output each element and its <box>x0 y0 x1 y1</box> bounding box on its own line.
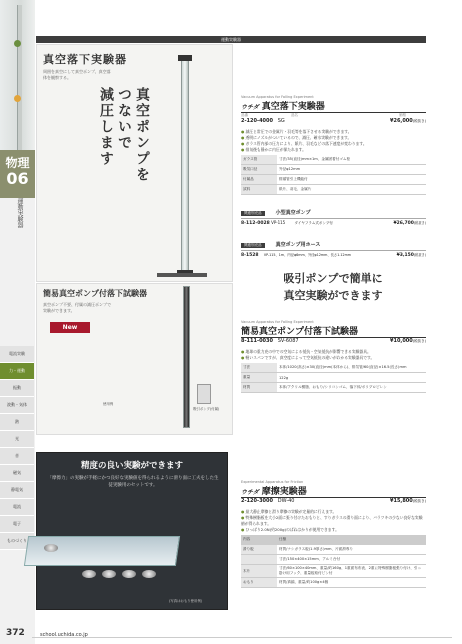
option-tax: (税抜き) <box>413 221 426 225</box>
hero1-subtitle: 周囲を真空にして真空ポンプ、真空落体を観察する。 <box>43 69 111 80</box>
nav-item[interactable]: 電流実験 <box>0 346 34 363</box>
spec-header: 仕様 <box>277 535 426 545</box>
nav-item[interactable]: 波動・気体 <box>0 397 34 414</box>
weight-image <box>122 570 136 578</box>
spec-value: 寸法/60×100×40mm、重量/約160g、1重面布布表、2重に特殊樹脂板張り付け、引っ掛け用フック、重量板取付ピン付 <box>277 565 426 578</box>
hero3-body: 「摩擦力」の実験が手軽にかつ良好な実験値を得られるように滑り面に工夫をした生徒実験用のセットです。 <box>47 476 219 488</box>
spec-key: おもり <box>241 578 277 588</box>
hero1-vertical-copy <box>97 87 151 227</box>
feature: ● 軽いスパンですが、真空度によって空気抵抗の違いがわかる実験器具です。 <box>241 355 426 361</box>
spec-value: 寸法/150×400×15mm、アルミ台付 <box>277 555 426 565</box>
option-spec: ダイヤフラム式ポンプ付 <box>294 221 333 225</box>
option-name: 小型真空ポンプ <box>275 210 311 216</box>
caption-usage: 使用例 <box>103 402 114 406</box>
product2-code-row <box>241 338 426 347</box>
spec-header: 内容 <box>241 535 277 545</box>
site-url[interactable]: school.uchida.co.jp <box>40 632 88 638</box>
spec-value: 本体/1020(高さ)×30(直径)mm(本体から)、排気管/60(直径)×16.5(長さ)mm <box>277 363 426 373</box>
brand-logo: ウチダ <box>241 104 259 111</box>
spec-key: ガラス管 <box>241 155 277 165</box>
product-friction <box>241 480 426 588</box>
feature: ● 地球の重力充の中での空気による抵抗・空気抵抗が影響できる実験器具。 <box>241 349 426 355</box>
feature: ● 減圧と常圧での金属片・羽毛等を落下させる実験ができます。 <box>241 129 426 135</box>
hero3-caption: (写真はおもり使用例) <box>169 599 203 603</box>
col-price: 価格 <box>399 113 406 117</box>
nav-item[interactable]: 電流 <box>0 499 34 516</box>
page-number: 372 <box>6 628 25 638</box>
nav-item[interactable]: 光 <box>0 431 34 448</box>
option-tag: 関連別売品 <box>241 211 265 216</box>
header-bar: 運動実験器 <box>36 36 426 43</box>
product3-features <box>241 509 426 533</box>
nav-item[interactable]: 音 <box>0 448 34 465</box>
spec-value: 材質/ナシガラス板(1.9厚さ)mm、片面滑専り <box>277 545 426 555</box>
option-tag: 関連別売品 <box>241 243 265 248</box>
product2-price: ¥10,000 <box>389 338 413 344</box>
weight-image <box>82 570 96 578</box>
acrylic-tube-image <box>183 286 190 428</box>
option-spec: VP-115、1m、内径φ6mm、外径φ12mm、長さ1.12mm <box>263 253 351 257</box>
spec-value: 紙片、羽毛、金属片 <box>277 185 426 195</box>
option-code: 8-1528 <box>241 253 259 258</box>
section-label: 運動実験器 <box>16 198 23 228</box>
nav-item[interactable]: 静電気 <box>0 482 34 499</box>
pump-image <box>197 384 211 404</box>
option-price: ¥3,150 <box>396 253 414 258</box>
product-vacuum-fall <box>241 95 426 259</box>
weight-image <box>102 570 116 578</box>
col-code: 品番 <box>241 113 248 117</box>
product3-name: 摩擦実験器 <box>261 487 307 497</box>
spec-key: 木片 <box>241 565 277 578</box>
hero2-title: 簡易真空ポンプ付落下試験器 <box>43 289 147 298</box>
option-tax: (税抜き) <box>413 253 426 257</box>
product3-spec-table <box>241 535 426 588</box>
rail-photo <box>0 0 35 160</box>
spec-value: 排頭管引上機能付 <box>277 175 426 185</box>
product1-name: 真空落下実験器 <box>261 102 325 112</box>
caption-pump: 吸引ポンプ(付属) <box>193 407 220 411</box>
spec-value: 外径φ12mm <box>277 165 426 175</box>
feature: ● ガラス管内部の圧力により、紙片、羽毛などの落下速度が変わります。 <box>241 141 426 147</box>
spec-value: 本体/アクリル樹脂、おもり/シリコンゴム、落下体/ポリプロピレン <box>277 383 426 393</box>
chapter-word: 物理 <box>5 156 30 170</box>
product2-model: SV-6087 <box>277 338 299 344</box>
product1-price: ¥26,000 <box>389 118 413 124</box>
spec-key: 寸法 <box>241 363 277 373</box>
hero2-subtitle: 真空ポンプ不要、付属の減圧ポンプで実験ができます。 <box>43 302 112 313</box>
hero3-title: 精度の良い実験ができます <box>80 461 183 471</box>
brand-logo: ウチダ <box>241 489 259 496</box>
product-simple-vacuum <box>241 320 426 393</box>
product1-title <box>241 99 426 112</box>
product1-code-row <box>241 118 426 127</box>
option-row <box>241 250 426 259</box>
product3-tax: (税抜き) <box>412 499 426 503</box>
option-price: ¥26,700 <box>393 221 414 226</box>
spec-key: 重量 <box>241 373 277 383</box>
product2-code: 8-111-0030 <box>241 338 273 344</box>
option-row <box>241 218 426 227</box>
product1-tax: (税抜き) <box>412 119 426 123</box>
chapter-tag <box>0 150 35 198</box>
product2-tax: (税抜き) <box>412 339 426 343</box>
spec-key: 付属品 <box>241 175 277 185</box>
product1-en: Vacuum Apparatus for Falling Experiment <box>241 95 314 99</box>
product2-spec-table <box>241 363 426 393</box>
option-model: VP-115 <box>271 220 286 225</box>
product2-en: Vacuum Apparatus for Falling Experiment <box>241 320 314 324</box>
spec-value: 材質/真鍮、重量/約100g×4個 <box>277 578 426 588</box>
nav-item[interactable]: 力・運動 <box>0 363 34 380</box>
spec-key: 材質 <box>241 383 277 393</box>
spec-key: 滑り板 <box>241 545 277 555</box>
product1-features <box>241 129 426 153</box>
product3-model: DW-40 <box>277 498 295 504</box>
product1-model: SG <box>277 118 285 124</box>
hero1-line-2: つないで <box>116 87 132 151</box>
product2-title: 簡易真空ポンプ付落下試験器 <box>241 327 359 337</box>
product1-code: 2-120-4000 <box>241 118 273 124</box>
hero-friction <box>36 452 228 610</box>
chapter-number: 06 <box>6 169 29 188</box>
product2-features <box>241 349 426 361</box>
product1-spec-table <box>241 155 426 195</box>
option-code: 8-112-0028 <box>241 221 270 226</box>
feature: ● 特殊樹脂板を大小2面に張り付けたおもりと、すりガラスの滑り面により、バラツキの少ない良好な実験値が得られます。 <box>241 515 426 527</box>
product3-price: ¥15,800 <box>389 498 413 504</box>
catch-copy <box>240 270 426 304</box>
nav-item[interactable]: 磁気 <box>0 465 34 482</box>
feature: ● 透明にノズルがついているので、減圧、確水実験ができます。 <box>241 135 426 141</box>
hero-vacuum <box>36 44 233 282</box>
spec-key: 試料 <box>241 185 277 195</box>
hero-simple-vacuum <box>36 283 233 435</box>
nav-item[interactable]: 電子 <box>0 516 34 533</box>
spec-value: 寸法/35(直径)mm×1m、金属固着付ゴム栓 <box>277 155 426 165</box>
hero1-line-1: 真空ポンプを <box>134 87 150 183</box>
feature: ● ひっぱり2.0N(約200g)のばねはかりが使用できます。 <box>241 527 426 533</box>
product3-title <box>241 484 426 497</box>
glass-tube-image <box>181 57 189 274</box>
new-badge: New <box>50 322 90 333</box>
hero1-title: 真空落下実験器 <box>43 53 127 66</box>
option-name: 真空ポンプ用ホース <box>275 242 321 248</box>
product3-code-row <box>241 498 426 507</box>
weight-image <box>44 544 58 552</box>
feature: ● 排気後も静かに内圧が保たれます。 <box>241 147 426 153</box>
spec-key: 吸気口径 <box>241 165 277 175</box>
spec-value: 122g <box>277 373 426 383</box>
footer-rule <box>32 637 452 638</box>
catch-line-2: 真空実験ができます <box>283 289 383 302</box>
nav-item[interactable]: 熱 <box>0 414 34 431</box>
feature: ● 最大静止摩擦と滑り摩擦の実験が定量的に行えます。 <box>241 509 426 515</box>
product3-code: 2-120-3000 <box>241 498 273 504</box>
col-name: 品名 <box>291 113 298 117</box>
option-vacuum-pump <box>241 199 426 227</box>
nav-item[interactable]: ものづくり <box>0 533 34 550</box>
option-pump-hose <box>241 231 426 259</box>
hero1-line-3: 減圧します <box>98 87 114 167</box>
nav-item[interactable]: 振動 <box>0 380 34 397</box>
product3-en: Experimental Apparatus for Friction <box>241 480 304 484</box>
spec-key <box>241 555 277 565</box>
weight-image <box>142 570 156 578</box>
catch-line-1: 吸引ポンプで簡単に <box>283 272 383 285</box>
